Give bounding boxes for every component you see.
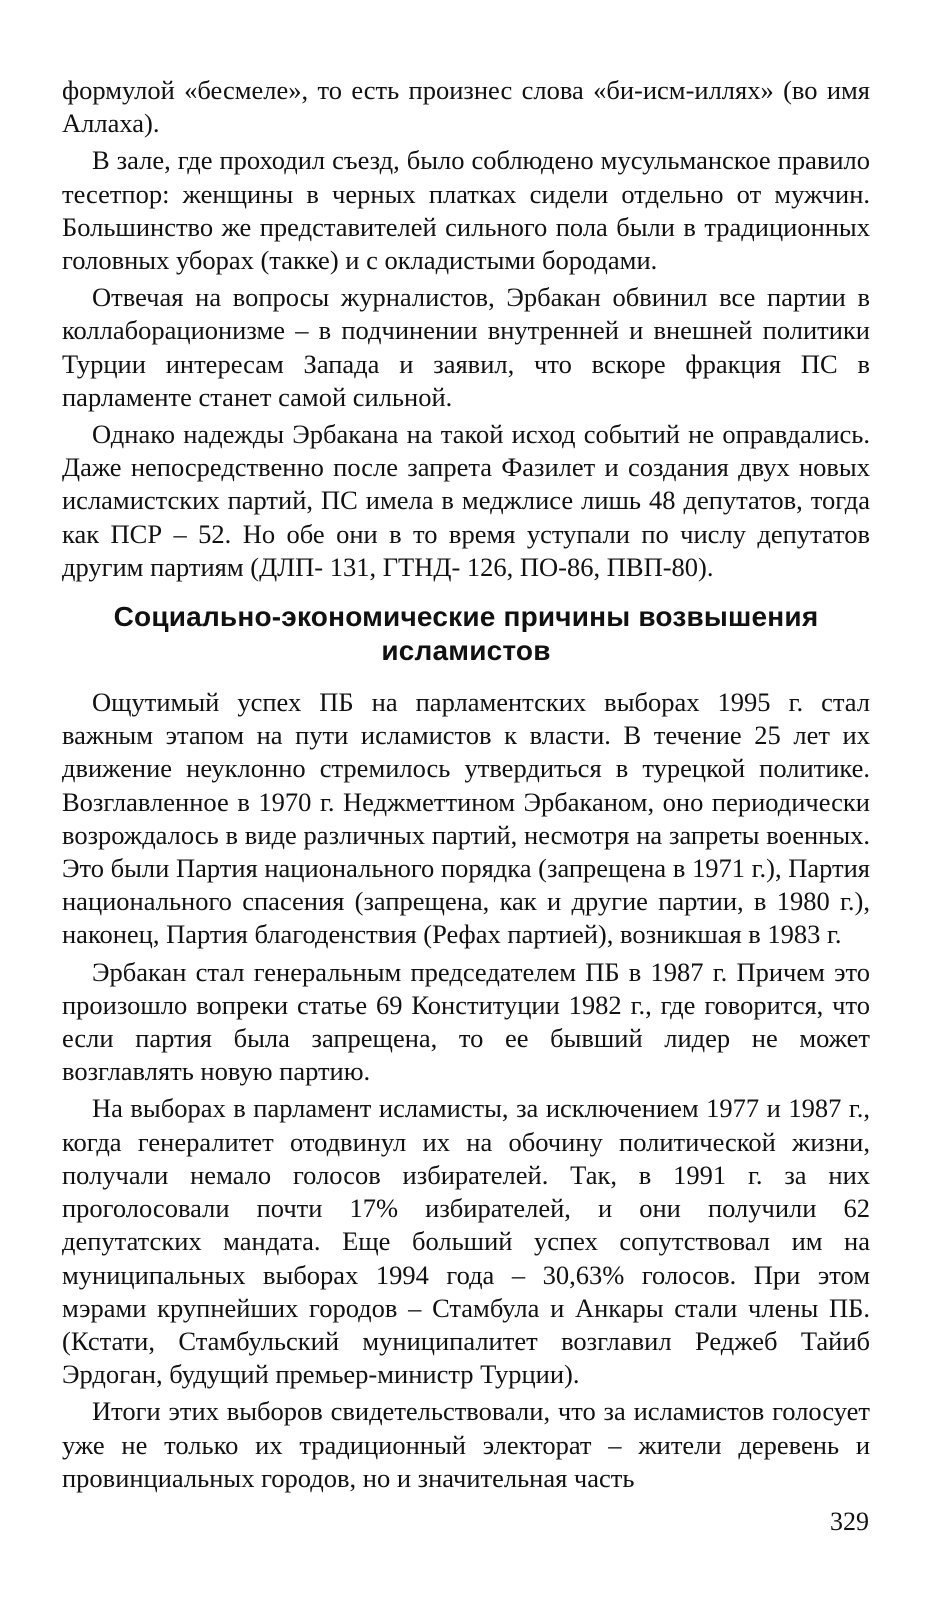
- text-block-top: [62, 74, 870, 584]
- paragraph: Ощутимый успех ПБ на парламентских выборах 1995 г. стал важным этапом на пути исламистов к власти. В течение 25 лет их движение неуклонно стремилось утвердиться в турецкой политике. Возглавленное в 1970 г. Неджметтином Эрбаканом, оно периодически возрождалось в виде различных партий, несмотря на запреты военных. Это были Партия национального порядка (запрещена в 1971 г.), Партия национального спасения (запрещена, как и другие партии, в 1980 г.), наконец, Партия благоденствия (Рефах партией), возникшая в 1983 г.: [62, 687, 870, 950]
- paragraph: Отвечая на вопросы журналистов, Эрбакан обвинил все партии в коллаборационизме – в подчинении внутренней и внешней политики Турции интересам Запада и заявил, что вскоре фракция ПС в парламенте станет самой сильной.: [62, 282, 870, 412]
- paragraph: Итоги этих выборов свидетельствовали, что за исламистов голосует уже не только их традиционный электорат – жители деревень и провинциальных городов, но и значительная часть: [62, 1396, 870, 1493]
- paragraph: формулой «бесмеле», то есть произнес слова «би-исм-иллях» (во имя Аллаха).: [62, 75, 870, 139]
- paragraph: Эрбакан стал генеральным председателем ПБ в 1987 г. Причем это произошло вопреки статье 69 Конституции 1982 г., где говорится, что если партия была запрещена, то ее бывший лидер не может возглавлять новую партию.: [62, 956, 870, 1087]
- paragraph: В зале, где проходил съезд, было соблюдено мусульманское правило тесетпор: женщины в черных платках сидели отдельно от мужчин. Большинство же представителей сильного пола были в традиционных головных уборах (такке) и с окладистыми бородами.: [62, 145, 870, 276]
- text-block-bottom: [62, 686, 870, 1495]
- paragraph: Однако надежды Эрбакана на такой исход событий не оправдались. Даже непосредственно после запрета Фазилет и создания двух новых исламистских партий, ПС имела в меджлисе лишь 48 депутатов, тогда как ПСР – 52. Но обе они в то время уступали по числу депутатов другим партиям (ДЛП- 131, ГТНД- 126, ПО-86, ПВП-80).: [62, 419, 870, 582]
- paragraph: На выборах в парламент исламисты, за исключением 1977 и 1987 г., когда генералитет отодвинул их на обочину политической жизни, получали немало голосов избирателей. Так, в 1991 г. за них проголосовали почти 17% избирателей, и они получили 62 депутатских мандата. Еще больший успех сопутствовал им на муниципальных выборах 1994 года – 30,63% голосов. При этом мэрами крупнейших городов – Стамбула и Анкары стали члены ПБ. (Кстати, Стамбульский муниципалитет возглавил Реджеб Тайиб Эрдоган, будущий премьер-министр Турции).: [62, 1093, 870, 1390]
- section-heading: Социально-экономические причины возвышения исламистов: [113, 601, 819, 667]
- page-body: [62, 74, 870, 1495]
- page-number: 329: [830, 1507, 869, 1536]
